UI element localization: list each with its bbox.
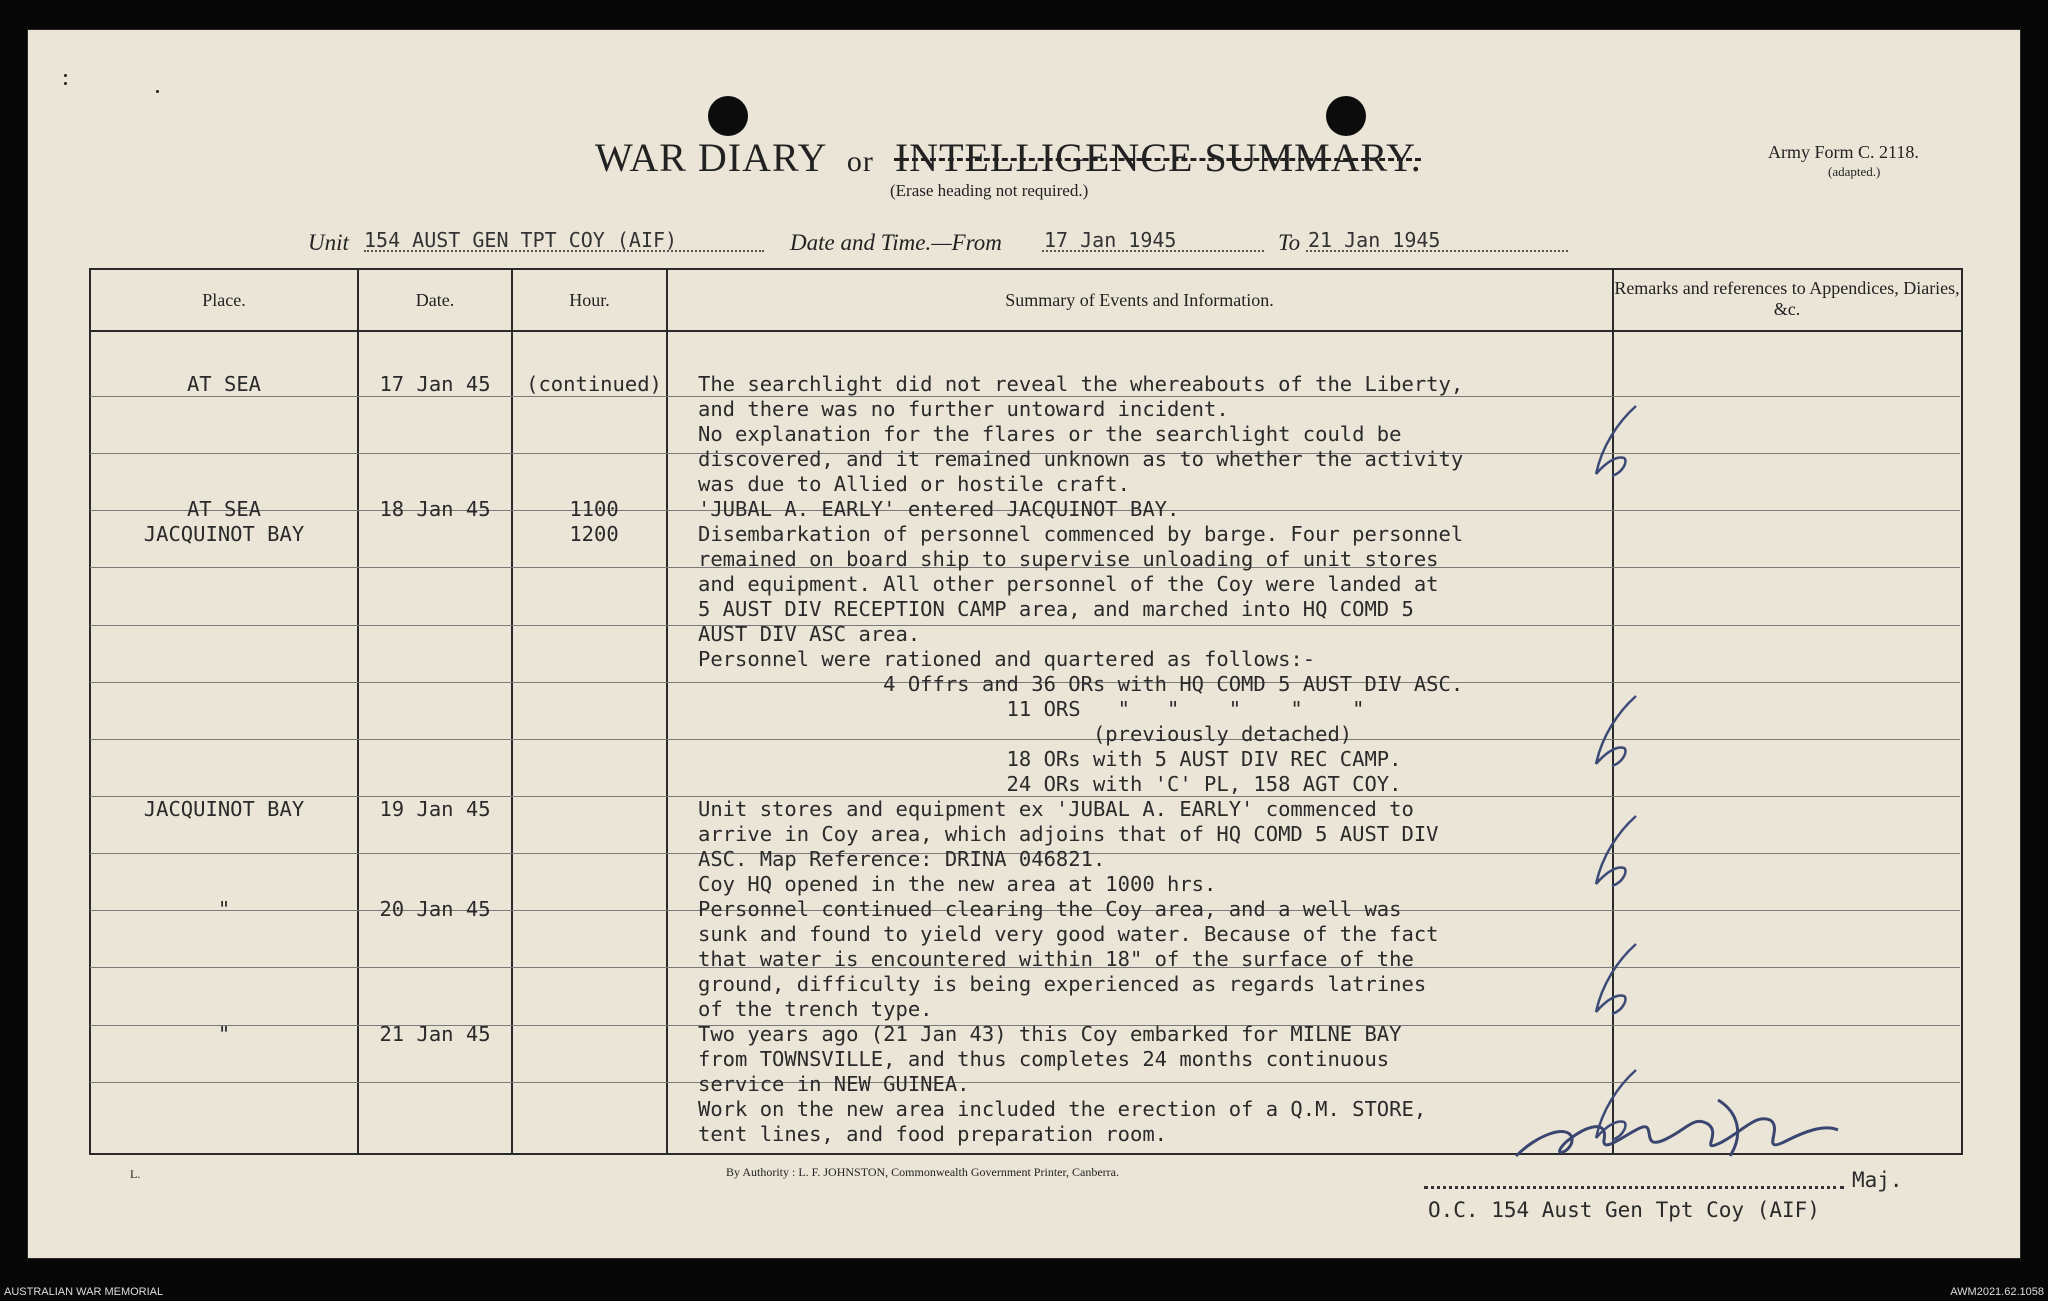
entry-date: 17 Jan 45 xyxy=(379,372,491,396)
entry-text: Unit stores and equipment ex 'JUBAL A. EARLY' commenced to xyxy=(698,797,1414,821)
ruled-line xyxy=(90,1082,1960,1083)
entry-text: that water is encountered within 18" of the surface of the xyxy=(698,947,1414,971)
entry-text: service in NEW GUINEA. xyxy=(698,1072,970,1096)
from-value: 17 Jan 1945 xyxy=(1044,228,1177,252)
date-label: Date and Time.—From xyxy=(790,230,1002,255)
entry-text: 11 ORS " " " " " xyxy=(698,697,1365,721)
entry-hour: 1100 xyxy=(569,497,619,521)
entry-place: JACQUINOT BAY xyxy=(143,522,305,546)
entry-place: AT SEA xyxy=(186,372,262,396)
entry-text: No explanation for the flares or the searchlight could be xyxy=(698,422,1402,446)
unit-value: 154 AUST GEN TPT COY (AIF) xyxy=(364,228,678,252)
entry-text: 'JUBAL A. EARLY' entered JACQUINOT BAY. xyxy=(698,497,1180,521)
entry-hour: (continued) xyxy=(526,372,662,396)
adapted-note: (adapted.) xyxy=(1828,164,1881,179)
entry-text: and there was no further untoward incident. xyxy=(698,397,1229,421)
ruled-line xyxy=(90,625,1960,626)
from-dotted-line xyxy=(1042,250,1264,252)
entry-text: The searchlight did not reveal the whereabouts of the Liberty, xyxy=(698,372,1464,396)
rank-label: Maj. xyxy=(1852,1168,1903,1192)
handwritten-initial xyxy=(1588,940,1648,1020)
punch-hole xyxy=(708,96,748,136)
to-dotted-line xyxy=(1306,250,1568,252)
entry-date: 20 Jan 45 xyxy=(379,897,491,921)
erase-note: (Erase heading not required.) xyxy=(890,181,1089,200)
entry-text: 4 Offrs and 36 ORs with HQ COMD 5 AUST DIV ASC. xyxy=(698,672,1464,696)
entry-text: and equipment. All other personnel of the Coy were landed at xyxy=(698,572,1439,596)
table-right-rule xyxy=(1961,268,1963,1155)
entry-text: was due to Allied or hostile craft. xyxy=(698,472,1130,496)
to-value: 21 Jan 1945 xyxy=(1308,228,1441,252)
entry-text: Personnel continued clearing the Coy area, and a well was xyxy=(698,897,1402,921)
entry-date: 18 Jan 45 xyxy=(379,497,491,521)
handwritten-initial xyxy=(1588,812,1648,892)
entry-text: from TOWNSVILLE, and thus completes 24 months continuous xyxy=(698,1047,1390,1071)
entry-date: 19 Jan 45 xyxy=(379,797,491,821)
entry-text: remained on board ship to supervise unloading of unit stores xyxy=(698,547,1439,571)
authority-line: By Authority : L. F. JOHNSTON, Commonwealth Government Printer, Canberra. xyxy=(726,1165,1119,1179)
diary-title xyxy=(595,134,1422,181)
unit-dotted-line xyxy=(364,250,764,252)
table-top-rule xyxy=(90,268,1962,270)
entry-text: tent lines, and food preparation room. xyxy=(698,1122,1167,1146)
entry-text: sunk and found to yield very good water. Because of the fact xyxy=(698,922,1439,946)
entry-place: JACQUINOT BAY xyxy=(143,797,305,821)
entry-text: 18 ORs with 5 AUST DIV REC CAMP. xyxy=(698,747,1402,771)
caption-right: AWM2021.62.1058 xyxy=(1950,1286,2044,1298)
entry-place: " xyxy=(217,1022,231,1046)
header-bottom-rule xyxy=(90,330,1962,332)
entry-place: " xyxy=(217,897,231,921)
entry-text: ground, difficulty is being experienced as regards latrines xyxy=(698,972,1427,996)
unit-label: Unit xyxy=(308,230,349,255)
col-header-summary: Summary of Events and Information. xyxy=(1005,290,1274,310)
speck xyxy=(64,74,67,77)
entry-hour: 1200 xyxy=(569,522,619,546)
entry-text: Disembarkation of personnel commenced by barge. Four personnel xyxy=(698,522,1464,546)
to-label: To xyxy=(1278,230,1301,255)
title-struck: INTELLIGENCE SUMMARY. xyxy=(894,135,1422,180)
entry-text: Work on the new area included the erection of a Q.M. STORE, xyxy=(698,1097,1427,1121)
entry-text: Coy HQ opened in the new area at 1000 hrs. xyxy=(698,872,1217,896)
handwritten-initial xyxy=(1588,402,1648,482)
table-left-rule xyxy=(89,268,91,1155)
signature-dotted-line xyxy=(1424,1186,1844,1189)
entry-text: 24 ORs with 'C' PL, 158 AGT COY. xyxy=(698,772,1402,796)
handwritten-initial xyxy=(1588,692,1648,772)
entry-text: discovered, and it remained unknown as to whether the activity xyxy=(698,447,1464,471)
caption-left: AUSTRALIAN WAR MEMORIAL xyxy=(4,1286,164,1298)
place-date-rule xyxy=(357,268,359,1155)
col-header-remarks: Remarks and references to Appendices, Diaries, &c. xyxy=(1614,278,1960,319)
entry-place: AT SEA xyxy=(186,497,262,521)
col-header-hour: Hour. xyxy=(569,290,610,310)
entry-text: ASC. Map Reference: DRINA 046821. xyxy=(698,847,1106,871)
col-header-date: Date. xyxy=(415,290,455,310)
officer-line: O.C. 154 Aust Gen Tpt Coy (AIF) xyxy=(1428,1198,1820,1222)
form-mark: L. xyxy=(130,1167,141,1181)
unit-line xyxy=(308,228,1568,260)
entry-text: arrive in Coy area, which adjoins that of HQ COMD 5 AUST DIV xyxy=(698,822,1439,846)
entry-text: Personnel were rationed and quartered as follows:- xyxy=(698,647,1316,671)
entry-date: 21 Jan 45 xyxy=(379,1022,491,1046)
punch-hole xyxy=(1326,96,1366,136)
speck xyxy=(156,90,159,93)
title-main: WAR DIARY xyxy=(595,135,826,180)
entry-text: (previously detached) xyxy=(698,722,1353,746)
date-hour-rule xyxy=(511,268,513,1155)
officer-signature xyxy=(1508,1094,1848,1174)
diary-sheet xyxy=(28,30,2020,1258)
entry-text: Two years ago (21 Jan 43) this Coy embarked for MILNE BAY xyxy=(698,1022,1402,1046)
entry-text: of the trench type. xyxy=(698,997,933,1021)
army-form: Army Form C. 2118. xyxy=(1768,142,1919,162)
entry-text: 5 AUST DIV RECEPTION CAMP area, and marched into HQ COMD 5 xyxy=(698,597,1414,621)
hour-summary-rule xyxy=(666,268,668,1155)
col-header-place: Place. xyxy=(202,290,246,310)
title-or: or xyxy=(846,145,874,178)
speck xyxy=(64,82,67,85)
entry-text: AUST DIV ASC area. xyxy=(698,622,921,646)
